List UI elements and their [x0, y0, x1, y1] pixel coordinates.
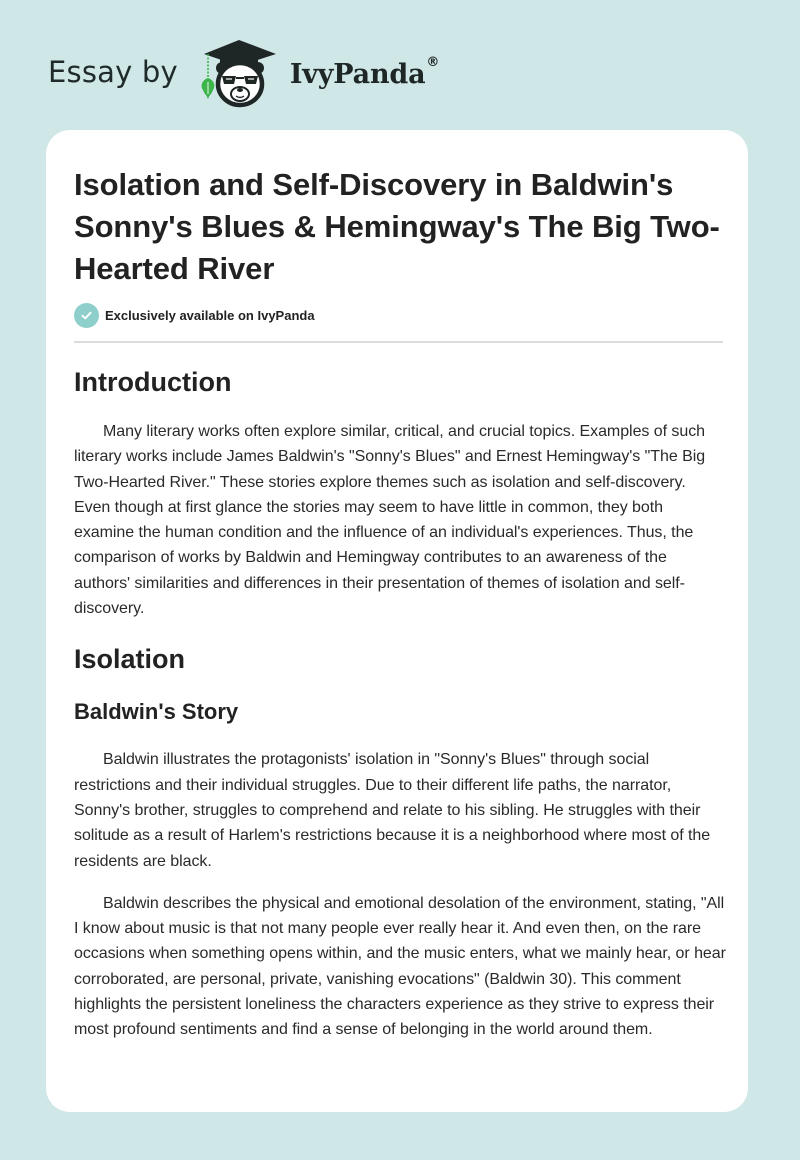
check-circle-icon — [74, 303, 99, 328]
exclusive-badge — [74, 302, 722, 328]
brand-name-text: IvyPanda — [289, 58, 426, 90]
exclusive-label: Exclusively available on IvyPanda — [105, 307, 315, 323]
brand-header — [48, 36, 439, 110]
panda-graduate-logo-icon[interactable] — [196, 36, 282, 110]
registered-mark: ® — [426, 54, 440, 70]
brand-name[interactable] — [289, 54, 440, 90]
section-heading: Isolation — [74, 644, 186, 675]
divider — [74, 341, 723, 343]
section-introduction — [74, 365, 722, 621]
section-isolation — [74, 642, 726, 1042]
paragraph: Baldwin illustrates the protagonists' isolation in "Sonny's Blues" through social restrictions and their individual struggles. Due to their different life paths, the narrator, Sonny's brother, struggles to comprehend and relate to his sibling. He struggles with their solitude as a result of Harlem's restrictions because it is a neighborhood where most of the residents are black. — [74, 751, 711, 870]
brand-prefix: Essay by — [48, 55, 178, 89]
section-heading: Introduction — [74, 367, 232, 397]
page-title: Isolation and Self-Discovery in Baldwin's Sonny's Blues & Hemingway's The Big Two-Hearted River — [74, 167, 720, 286]
essay-card — [46, 130, 748, 1112]
subsection-heading: Baldwin's Story — [74, 699, 239, 725]
paragraph: Baldwin describes the physical and emotional desolation of the environment, stating, "All I know about music is that not many people ever really hear it. And even then, on the rare occasions when something opens within, and the music enters, what we mainly hear, or hear corroborated, are personal, private, vanishing evocations" (Baldwin 30). This comment highlights the persistent loneliness the characters experience as they strive to express their most profound sentiments and find a sense of belonging in the world around them. — [74, 894, 726, 1039]
subsection-baldwins-story — [74, 697, 726, 1042]
paragraph: Many literary works often explore similar, critical, and crucial topics. Examples of such literary works include James Baldwin's "Sonny's Blues" and Ernest Hemingway's "The Big Two-Hearted River." These stories explore themes such as isolation and self-discovery. Even though at first glance the stories may seem to have little in common, they both examine the human condition and the influence of an individual's experiences. Thus, the comparison of works by Baldwin and Hemingway contributes to an awareness of the authors' similarities and differences in their presentation of themes of isolation and self-discovery. — [74, 423, 706, 618]
